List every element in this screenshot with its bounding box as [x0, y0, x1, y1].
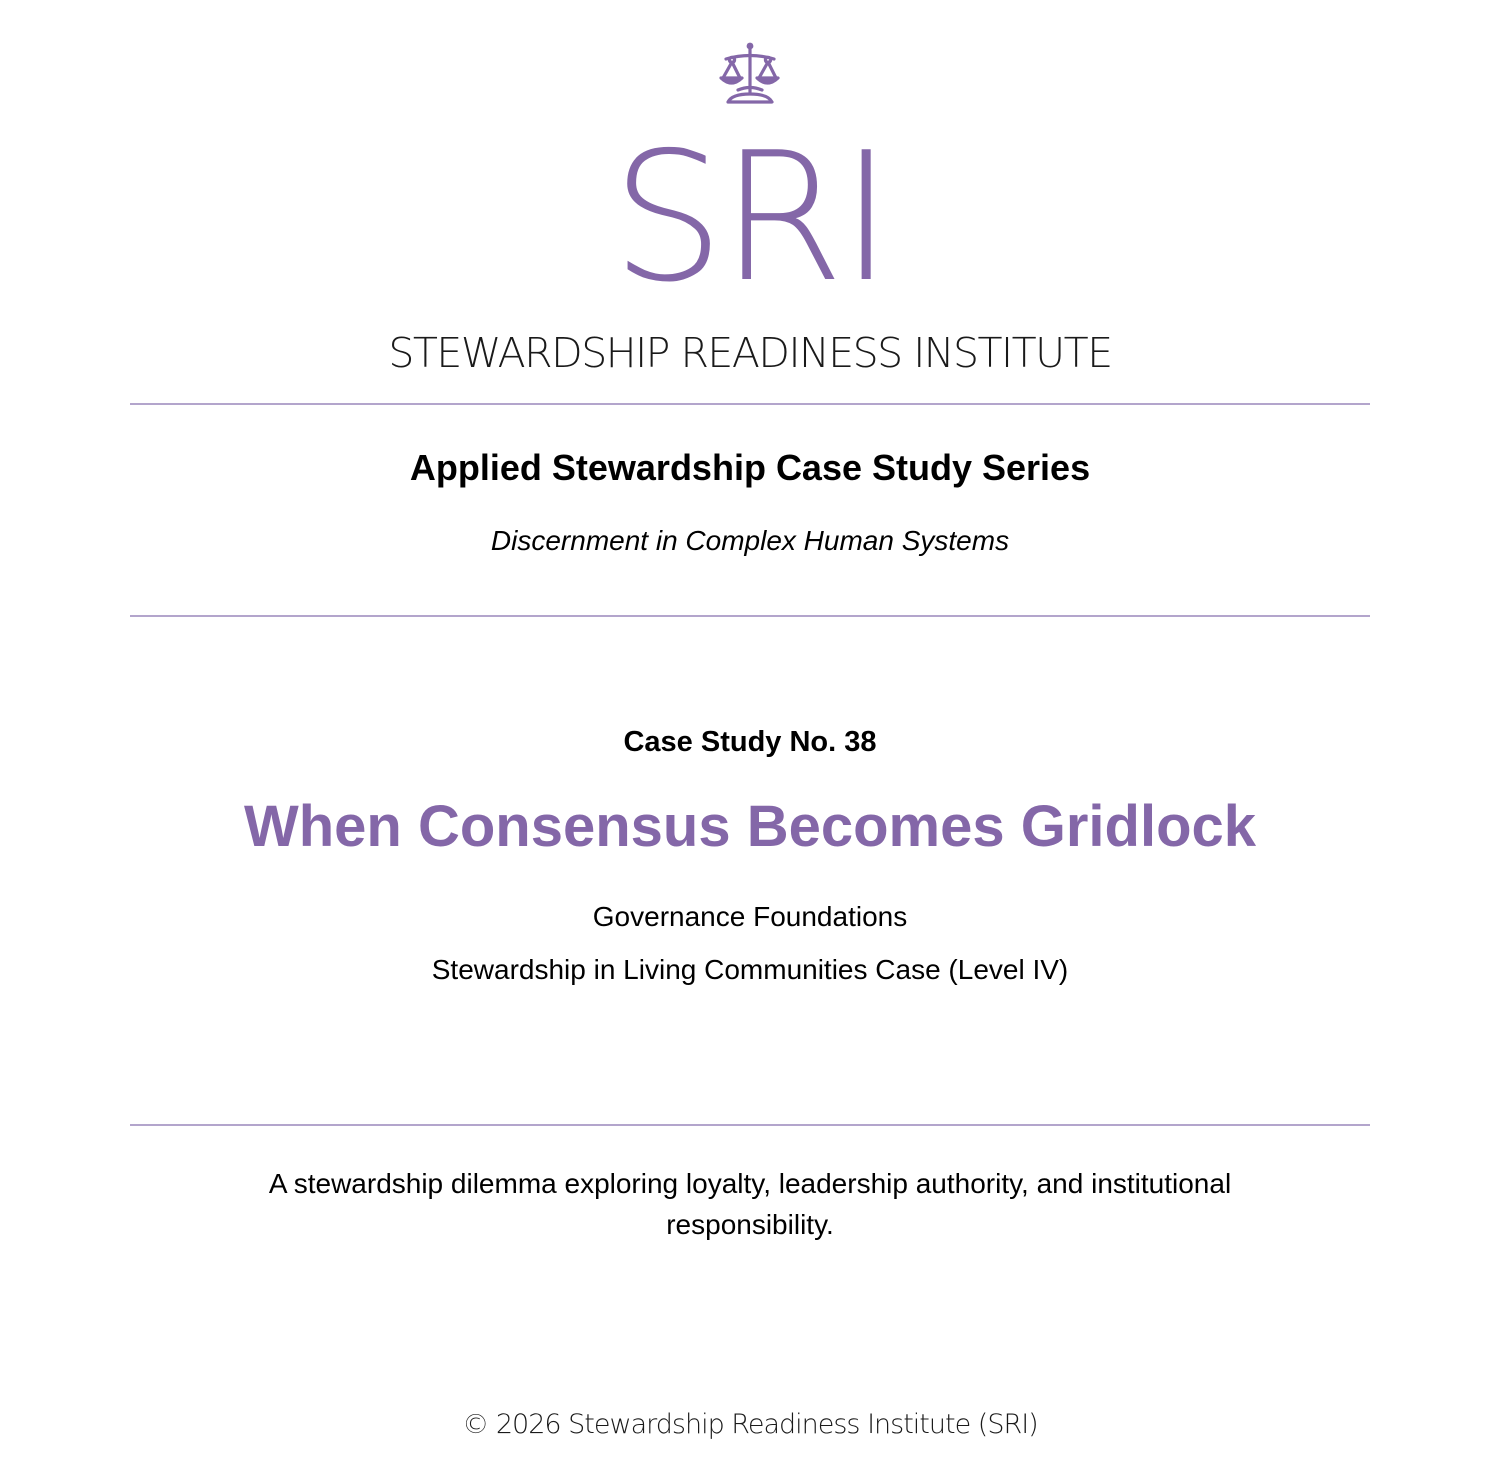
- case-summary: A stewardship dilemma exploring loyalty, leadership authority, and institutional responsibility.: [268, 1168, 1232, 1240]
- balance-scale-icon: [718, 40, 782, 106]
- case-number: Case Study No. 38: [623, 726, 877, 758]
- series-subtitle: Discernment in Complex Human Systems: [490, 525, 1010, 556]
- copyright-footer: © 2026 Stewardship Readiness Institute (SRI): [462, 1409, 1038, 1440]
- institute-name: STEWARDSHIP READINESS INSTITUTE: [388, 329, 1112, 377]
- logo-wordmark: SRI: [611, 114, 889, 321]
- case-level: Stewardship in Living Communities Case (Level IV): [431, 954, 1069, 985]
- divider-top: [130, 403, 1370, 405]
- case-category: Governance Foundations: [592, 901, 908, 932]
- divider-middle: [130, 615, 1370, 617]
- case-title: When Consensus Becomes Gridlock: [243, 794, 1257, 859]
- divider-bottom: [130, 1124, 1370, 1126]
- series-title: Applied Stewardship Case Study Series: [409, 447, 1091, 488]
